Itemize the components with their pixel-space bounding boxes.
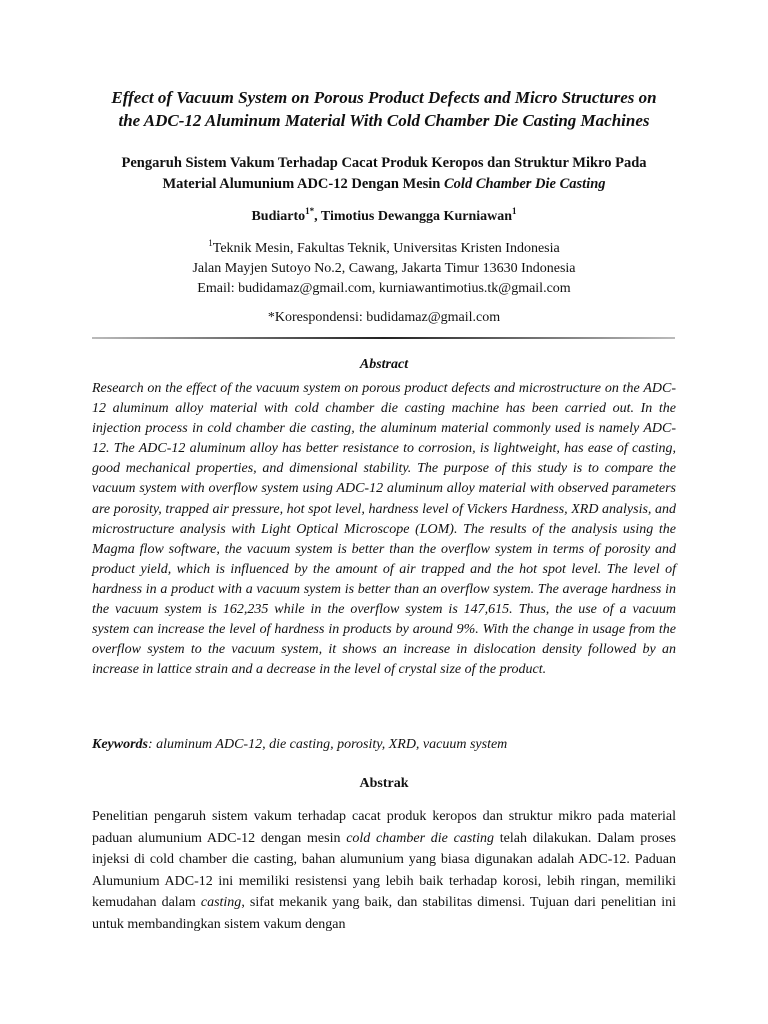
abstract-body: Research on the effect of the vacuum system on porous product defects and microstructure on the ADC-12 aluminum alloy material with cold chamber die casting machine has been carried out. In the injection process in cold chamber die casting, the aluminum material commonly used is namely ADC-12. The ADC-12 aluminum alloy has better resistance to corrosion, is lightweight, has ease of casting, good mechanical properties, and dimensional stability. The purpose of this study is to compare the vacuum system with overflow system using ADC-12 aluminum alloy material with observed parameters are porosity, trapped air pressure, hot spot level, hardness level of Vickers Hardness, XRD analysis, and microstructure analysis with Light Optical Microscope (LOM). The results of the analysis using the Magma flow software, the vacuum system is better than the overflow system in terms of porosity and product yield, which is influenced by the amount of air trapped and the hot spot level. The level of hardness in a product with a vacuum system is better than an overflow system. The average hardness in the vacuum system is 162,235 while in the overflow system is 147,615. Thus, the use of a vacuum system can increase the level of hardness in products by around 9%. With the change in usage from the overflow system to the vacuum system, it shows an increase in dislocation density followed by an increase in lattice strain and a decrease in the level of crystal size of the product. xyxy=(92,381,676,678)
affiliation-institution: Teknik Mesin, Fakultas Teknik, Universitas Kristen Indonesia xyxy=(212,241,560,256)
header-divider xyxy=(92,337,675,339)
keywords-text: : aluminum ADC-12, die casting, porosity, XRD, vacuum system xyxy=(148,737,508,752)
abstrak-italic-2: casting xyxy=(200,895,242,911)
subtitle-line-1: Pengaruh Sistem Vakum Terhadap Cacat Produk Keropos dan Struktur Mikro Pada xyxy=(121,155,647,171)
keywords xyxy=(92,735,676,755)
author-2-sup: 1 xyxy=(512,206,517,216)
abstrak-part-2: telah dilakukan. Dalam proses injeksi di cold chamber die casting, bahan alumunium yang biasa digunakan adalah ADC-12. Paduan Alumunium ADC-12 ini memiliki resistensi yang lebih baik terhadap korosi, lebih ringan, memiliki kemudahan dalam xyxy=(92,830,676,911)
abstrak-part-1: Penelitian pengaruh sistem vakum terhadap cacat produk keropos dan struktur mikro pada material paduan alumunium ADC-12 dengan mesin xyxy=(92,809,676,846)
author-list xyxy=(60,207,708,227)
abstrak-heading: Abstrak xyxy=(359,776,409,791)
subtitle-line-2 xyxy=(70,174,698,195)
author-1-sup: 1* xyxy=(305,206,315,216)
title-line-2: the ADC-12 Aluminum Material With Cold Chamber Die Casting Machines xyxy=(118,111,650,130)
affiliation-line-3: Email: budidamaz@gmail.com, kurniawantimotius.tk@gmail.com xyxy=(197,281,571,296)
abstrak-italic-1: cold chamber die casting xyxy=(346,830,495,846)
abstrak-body xyxy=(92,806,676,936)
subtitle-line-2-regular: Material Alumunium ADC-12 Dengan Mesin xyxy=(162,175,444,192)
affiliation xyxy=(60,239,708,299)
paper-subtitle xyxy=(70,153,698,194)
title-line-1: Effect of Vacuum System on Porous Product Defects and Micro Structures on xyxy=(111,88,657,107)
correspondence: *Korespondensi: budidamaz@gmail.com xyxy=(267,310,501,325)
affiliation-line-1 xyxy=(60,239,708,259)
abstrak-part-3: , sifat mekanik yang baik, dan stabilitas dimensi. Tujuan dari penelitian ini untuk membandingkan sistem vakum dengan xyxy=(92,895,676,932)
keywords-label: Keywords xyxy=(92,737,148,752)
paper-title xyxy=(60,86,708,132)
abstract-heading: Abstract xyxy=(359,357,409,372)
affiliation-sup: 1 xyxy=(208,238,213,248)
author-1: Budiarto xyxy=(251,209,306,224)
affiliation-line-2: Jalan Mayjen Sutoyo No.2, Cawang, Jakarta Timur 13630 Indonesia xyxy=(192,261,576,276)
subtitle-line-2-italic: Cold Chamber Die Casting xyxy=(444,175,606,192)
author-2: Timotius Dewangga Kurniawan xyxy=(320,209,513,224)
author-separator: , xyxy=(314,209,321,224)
